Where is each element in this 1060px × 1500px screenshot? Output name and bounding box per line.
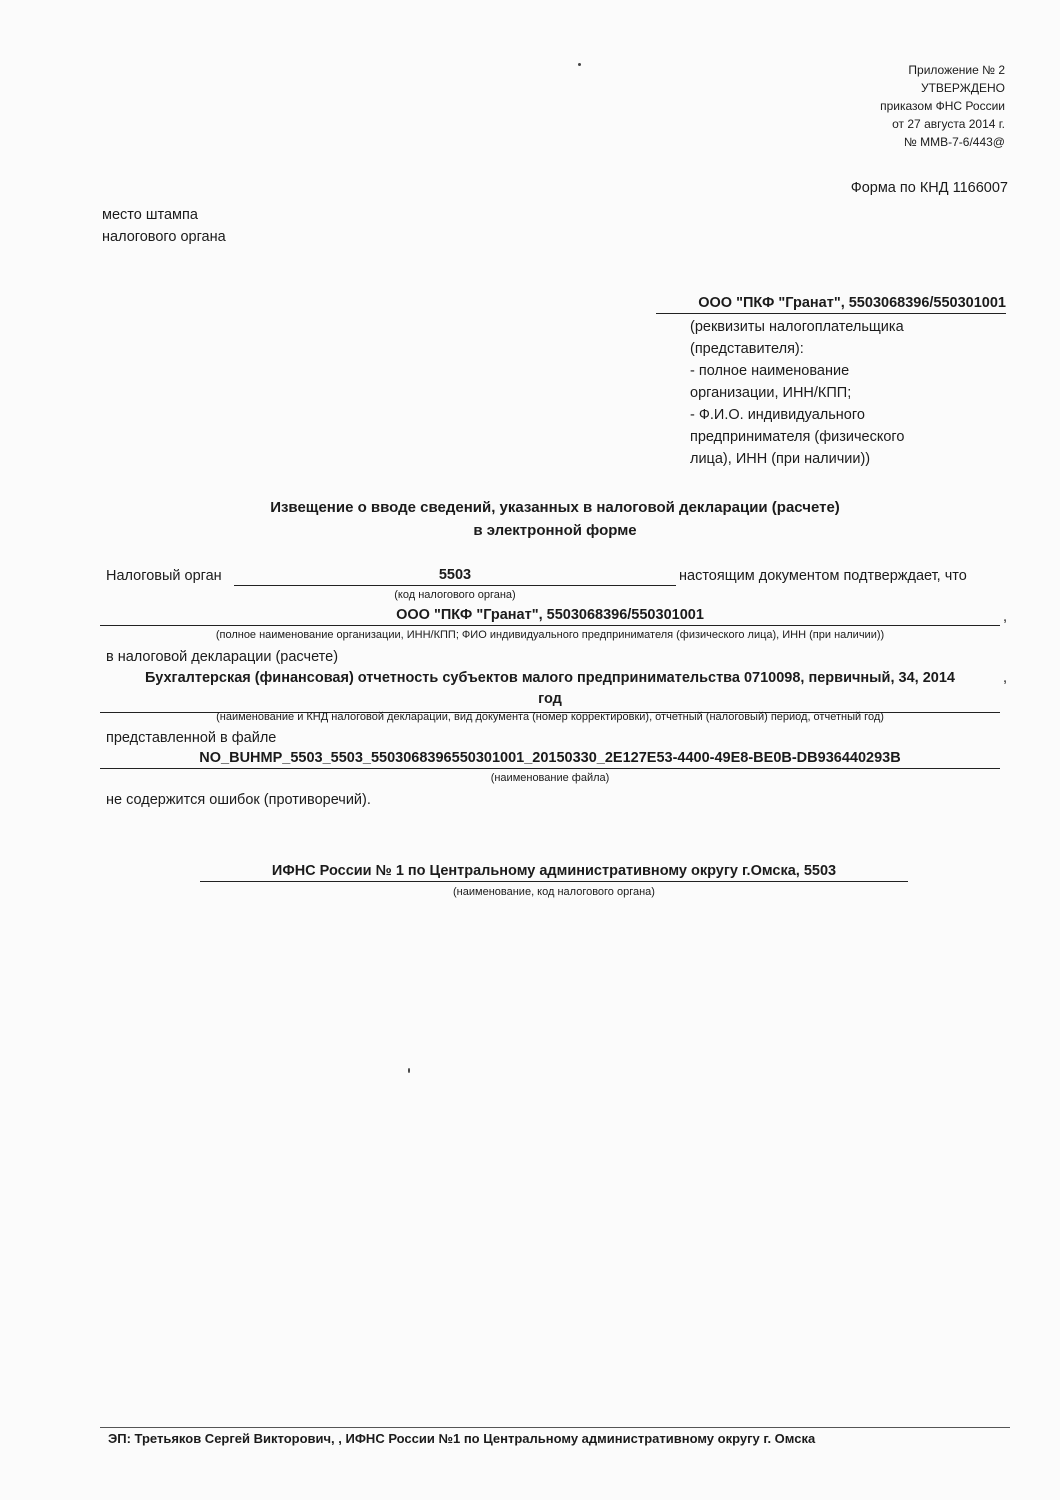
taxpayer-note-line: организации, ИНН/КПП; [690, 385, 852, 401]
document-title-line-2: в электронной форме [473, 522, 637, 539]
taxpayer-note-line: предпринимателя (физического [690, 429, 905, 445]
stamp-place [102, 205, 226, 248]
approval-line-appendix: Приложение № 2 [908, 63, 1005, 77]
tax-authority-code: 5503 [234, 567, 676, 586]
declaration-comma: , [1003, 670, 1008, 686]
confirms-text: настоящим документом подтверждает, что [679, 568, 967, 584]
organization-caption: (полное наименование организации, ИНН/КПП; ФИО индивидуального предпринимателя (физического лица), ИНН (при наличии)) [215, 629, 885, 641]
taxpayer-note [690, 316, 950, 470]
document-title [0, 496, 1060, 542]
approval-line-approved: УТВЕРЖДЕНО [920, 81, 1005, 95]
approval-line-date: от 27 августа 2014 г. [892, 117, 1005, 131]
tax-authority-label: Налоговый орган [106, 568, 222, 584]
footer-separator [100, 1427, 1010, 1428]
declaration-line-2: год [538, 691, 562, 707]
file-caption: (наименование файла) [490, 772, 610, 784]
taxpayer-note-line: - Ф.И.О. индивидуального [690, 407, 865, 423]
taxpayer-note-line: - полное наименование [690, 363, 850, 379]
form-code: Форма по КНД 1166007 [850, 180, 1008, 196]
declaration-line-1: Бухгалтерская (финансовая) отчетность субъектов малого предпринимательства 0710098, первичный, 34, 2014 [145, 670, 955, 686]
document-title-line-1: Извещение о вводе сведений, указанных в налоговой декларации (расчете) [270, 499, 840, 516]
organization-comma: , [1003, 609, 1008, 625]
file-label: представленной в файле [106, 730, 277, 746]
stamp-place-line-2: налогового органа [102, 228, 226, 245]
taxpayer-note-line: (реквизиты налогоплательщика [690, 319, 904, 335]
authority-name: ИФНС России № 1 по Центральному административному округу г.Омска, 5503 [200, 863, 908, 882]
declaration-label: в налоговой декларации (расчете) [106, 649, 339, 665]
scan-speck [408, 1068, 410, 1073]
authority-caption: (наименование, код налогового органа) [453, 886, 655, 898]
stamp-place-line-1: место штампа [102, 207, 198, 223]
approval-line-number: № ММВ-7-6/443@ [903, 135, 1005, 149]
approval-block [880, 61, 1005, 151]
taxpayer-note-line: (представителя): [690, 341, 804, 357]
organization-value: ООО "ПКФ "Гранат", 5503068396/550301001 [100, 607, 1000, 626]
file-name: NO_BUHMP_5503_5503_5503068396550301001_20150330_2E127E53-4400-49E8-BE0B-DB936440293B [100, 750, 1000, 769]
tax-authority-code-caption: (код налогового органа) [394, 589, 516, 601]
declaration-value [100, 668, 1000, 713]
electronic-signature: ЭП: Третьяков Сергей Викторович, , ИФНС России №1 по Центральному административному округу г. Омска [108, 1431, 816, 1446]
taxpayer-name: ООО "ПКФ "Гранат", 5503068396/550301001 [656, 295, 1006, 314]
declaration-caption: (наименование и КНД налоговой декларации, вид документа (номер корректировки), отчетный (налоговый) период, отчетный год) [216, 711, 884, 723]
scan-speck [578, 63, 581, 66]
result-text: не содержится ошибок (противоречий). [106, 792, 371, 808]
taxpayer-note-line: лица), ИНН (при наличии)) [690, 451, 871, 467]
approval-line-order: приказом ФНС России [880, 99, 1005, 113]
